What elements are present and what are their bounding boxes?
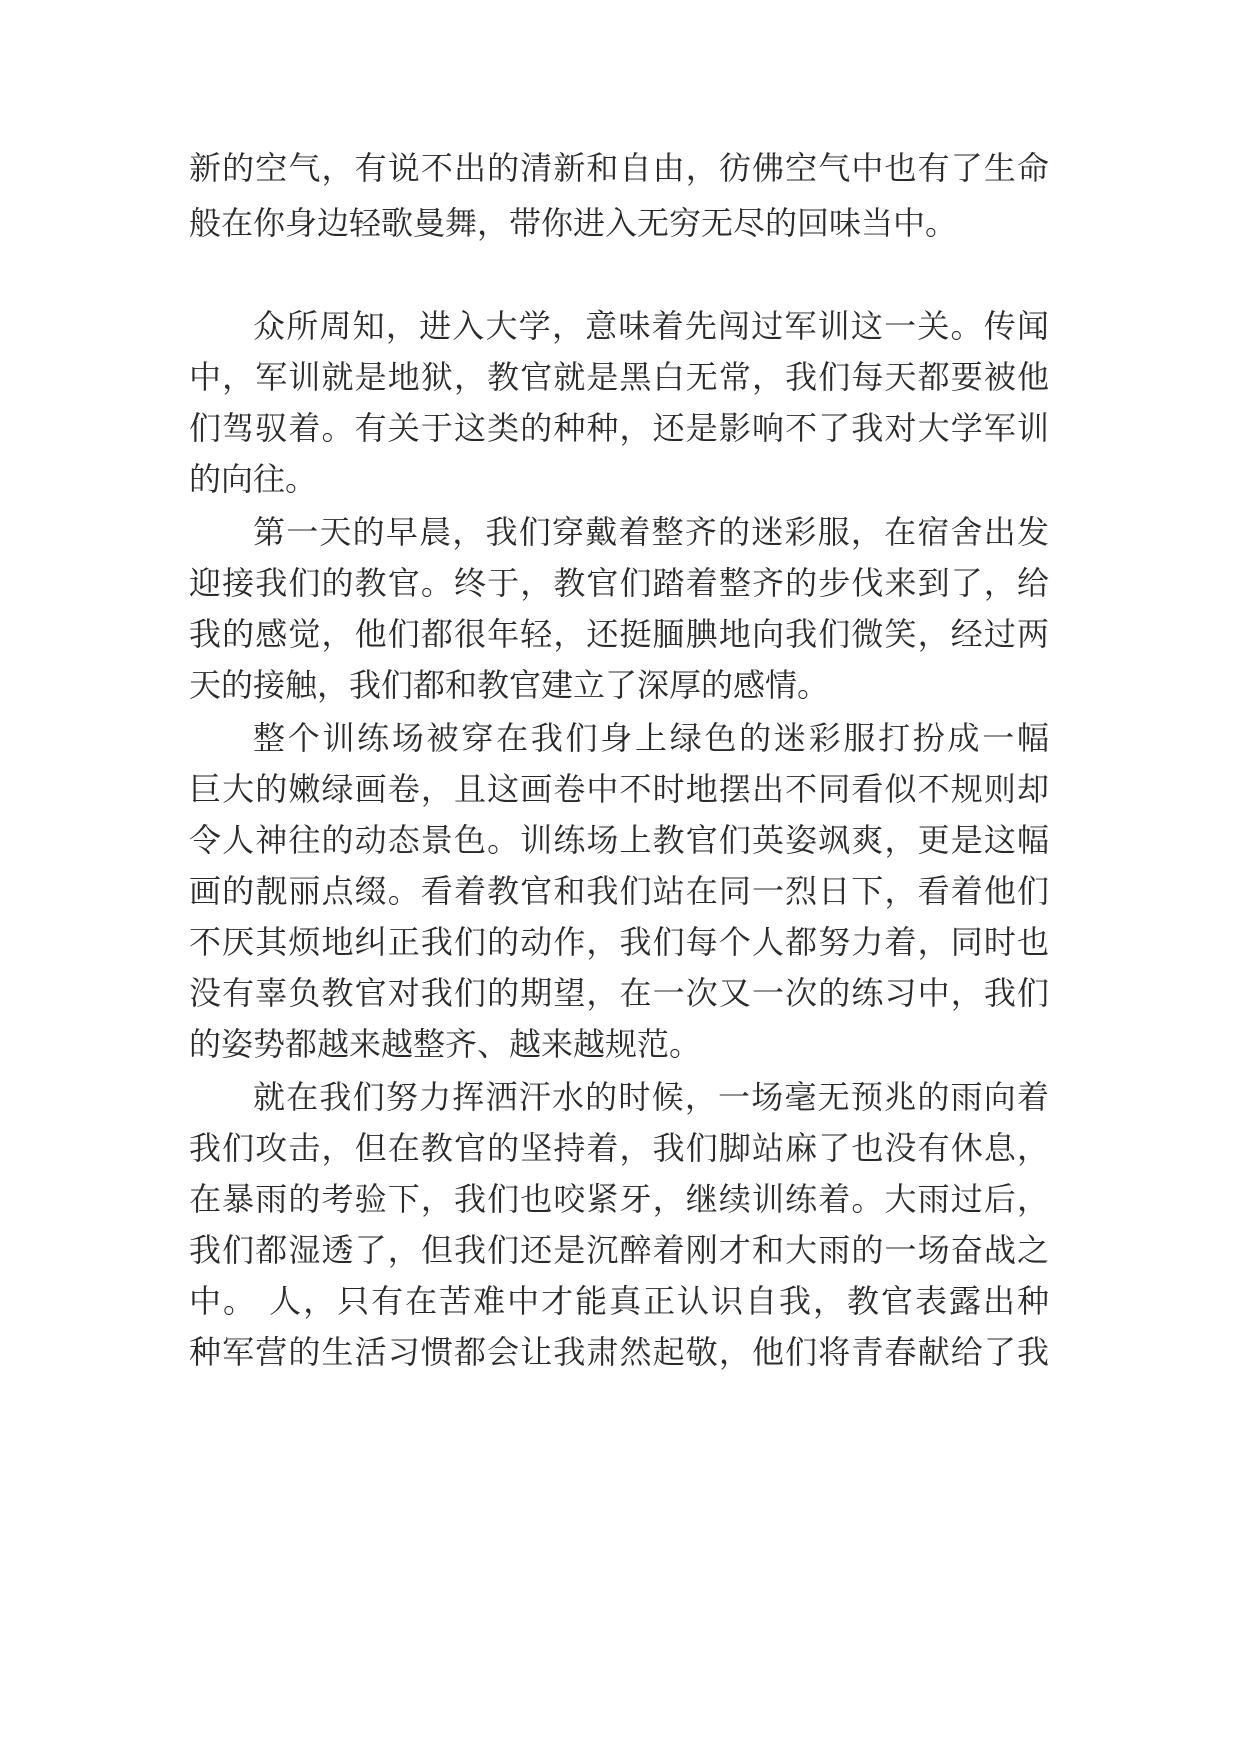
text-line: 种军营的生活习惯都会让我肃然起敬，他们将青春献给了我 (189, 1333, 1049, 1371)
text-line: 我的感觉，他们都很年轻，还挺腼腆地向我们微笑，经过两 (189, 615, 1049, 653)
text-line: 没有辜负教官对我们的期望，在一次又一次的练习中，我们 (189, 974, 1049, 1012)
paragraph-first-line: 整个训练场被穿在我们身上绿色的迷彩服打扮成一幅 (253, 719, 1049, 757)
paragraph-first-line: 众所周知，进入大学，意味着先闯过军训这一关。传闻 (253, 307, 1049, 345)
text-line: 令人神往的动态景色。训练场上教官们英姿飒爽，更是这幅 (189, 821, 1049, 859)
text-line: 我们都湿透了，但我们还是沉醉着刚才和大雨的一场奋战之 (189, 1231, 1049, 1269)
text-line: 中。 人，只有在苦难中才能真正认识自我，教官表露出种 (189, 1282, 1049, 1320)
paragraph-first-line: 第一天的早晨，我们穿戴着整齐的迷彩服，在宿舍出发 (253, 513, 1049, 551)
paragraph-first-line: 就在我们努力挥洒汗水的时候，一场毫无预兆的雨向着 (253, 1078, 1049, 1116)
text-line: 我们攻击，但在教官的坚持着，我们脚站麻了也没有休息， (189, 1129, 1049, 1167)
text-line: 画的靓丽点缀。看着教官和我们站在同一烈日下，看着他们 (189, 872, 1049, 910)
text-line: 迎接我们的教官。终于，教官们踏着整齐的步伐来到了，给 (189, 564, 1049, 602)
text-line: 不厌其烦地纠正我们的动作，我们每个人都努力着，同时也 (189, 923, 1049, 961)
text-line: 般在你身边轻歌曼舞，带你进入无穷无尽的回味当中。 (189, 204, 958, 242)
text-line: 在暴雨的考验下，我们也咬紧牙，继续训练着。大雨过后， (189, 1180, 1049, 1218)
text-line: 巨大的嫩绿画卷，且这画卷中不时地摆出不同看似不规则却 (189, 770, 1049, 808)
text-line: 的向往。 (189, 460, 318, 498)
text-line: 天的接触，我们都和教官建立了深厚的感情。 (189, 666, 830, 704)
text-line: 新的空气，有说不出的清新和自由，彷佛空气中也有了生命 (189, 149, 1049, 187)
text-line: 的姿势都越来越整齐、越来越规范。 (189, 1025, 702, 1063)
text-line: 们驾驭着。有关于这类的种种，还是影响不了我对大学军训 (189, 409, 1049, 447)
text-line: 中，军训就是地狱，教官就是黑白无常，我们每天都要被他 (189, 358, 1049, 396)
